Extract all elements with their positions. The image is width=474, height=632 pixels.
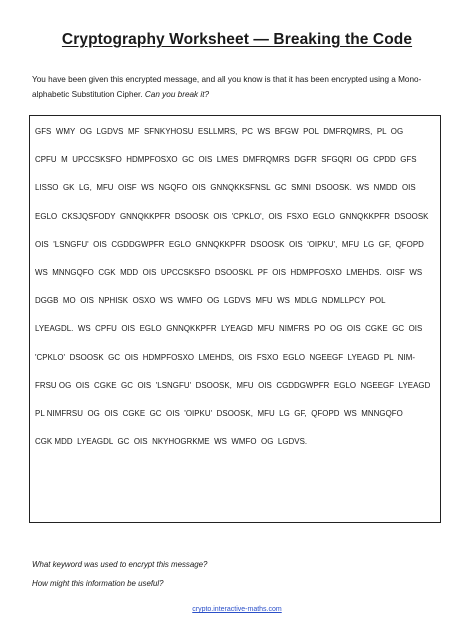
cipher-line: OIS 'LSNGFU' OIS CGDDGWPFR EGLO GNNQKKPFR DSOOSK OIS 'OIPKU', MFU LG GF, QFOPD [35, 239, 424, 249]
question-usefulness: How might this information be useful? [32, 579, 164, 588]
cipher-line: LYEAGDL. WS CPFU OIS EGLO GNNQKKPFR LYEAGD MFU NIMFRS PO OG OIS CGKE GC OIS [35, 324, 423, 334]
cipher-text-lines [35, 127, 435, 465]
intro-paragraph [32, 73, 452, 102]
intro-text: You have been given this encrypted message, and all you know is that it has been encrypted using a Mono-alphabetic Substitution Cipher. [32, 75, 422, 99]
cipher-line: EGLO CKSJQSFODY GNNQKKPFR DSOOSK OIS 'CPKLO', OIS FSXO EGLO GNNQKKPFR DSOOSK [35, 211, 429, 221]
cipher-line: GFS WMY OG LGDVS MF SFNKYHOSU ESLLMRS, PC WS BFGW POL DMFRQMRS, PL OG [35, 127, 404, 136]
footer-website-link[interactable]: crypto.interactive-maths.com [192, 606, 282, 613]
cipher-line: CPFU M UPCCSKSFO HDMPFOSXO GC OIS LMES DMFRQMRS DGFR SFGQRI OG CPDD GFS [35, 155, 417, 165]
cipher-text-box [29, 115, 441, 523]
cipher-line: PL NIMFRSU OG OIS CGKE GC OIS 'OIPKU' DSOOSK, MFU LG GF, QFOPD WS MNNGQFO [35, 408, 403, 418]
cipher-line: DGGB MO OIS NPHISK OSXO WS WMFO OG LGDVS MFU WS MDLG NDMLLPCY POL [35, 296, 386, 306]
cipher-line: LISSO GK LG, MFU OISF WS NGQFO OIS GNNQKKSFNSL GC SMNI DSOOSK. WS NMDD OIS [35, 183, 416, 193]
intro-emphasis: Can you break it? [144, 89, 210, 99]
page-title: Cryptography Worksheet — Breaking the Code [61, 31, 413, 48]
cipher-line: CGK MDD LYEAGDL GC OIS NKYHOGRKME WS WMFO OG LGDVS. [35, 437, 308, 447]
cipher-line: WS MNNGQFO CGK MDD OIS UPCCSKSFO DSOOSKL PF OIS HDMPFOSXO LMEHDS. OISF WS [35, 267, 423, 277]
cipher-line: 'CPKLO' DSOOSK GC OIS HDMPFOSXO LMEHDS, OIS FSXO EGLO NGEEGF LYEAGD PL NIM- [35, 352, 416, 362]
cipher-line: FRSU OG OIS CGKE GC OIS 'LSNGFU' DSOOSK, MFU OIS CGDDGWPFR EGLO NGEEGF LYEAGD [35, 380, 431, 390]
question-list [32, 555, 452, 593]
question-keyword: What keyword was used to encrypt this message? [32, 560, 208, 569]
